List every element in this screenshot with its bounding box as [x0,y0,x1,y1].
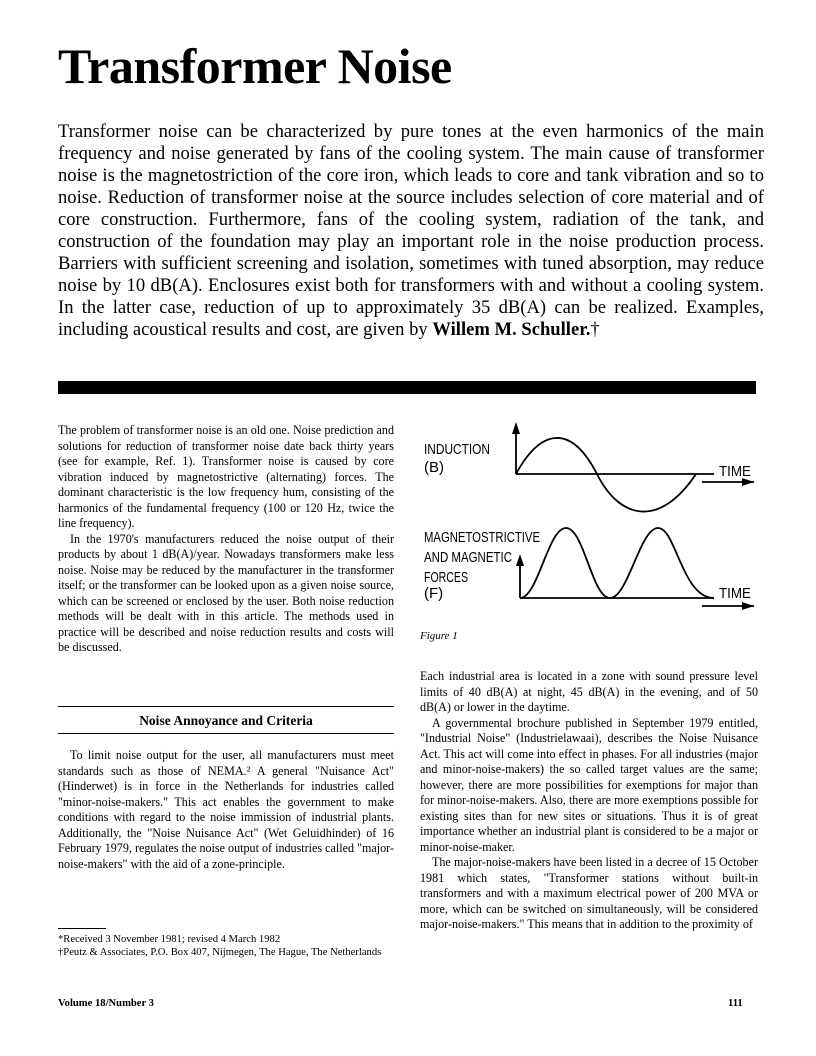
footnotes [58,933,394,959]
author-name: Willem M. Schuller. [432,319,591,340]
forces-label-line-2: AND MAGNETIC [424,549,513,566]
intro-text [58,423,394,656]
intro-paragraph-1: The problem of transformer noise is an old one. Noise prediction and solutions for reduction of transformer noise date back thirty years (see for example, Ref. 1). Transformer noise is caused by core vibration induced by magnetostrictive (alternating) forces. The dominant characteristic is the low frequency hum, consisting of the harmonics of the fundamental frequency (100 or 120 Hz, twice the line frequency). [58,423,394,530]
top-y-arrowhead [512,422,520,434]
right-paragraph-3: The major-noise-makers have been listed in a decree of 15 October 1981 which states, "Transformer stations without built-in transformers and with a maximum electrical power of 200 MVA or more, which can be switched on simultaneously, will be considered major-noise-makers." This means that in addition to the proximity of [420,855,758,931]
figure-1 [420,420,760,620]
right-column-text [420,669,758,933]
right-paragraph-2: A governmental brochure published in September 1979 entitled, "Industrial Noise" (Industrielawaai), describes the Noise Nuisance Act. This act will come into effect in phases. For all industries (major and minor-noise-makers) the so called target values are the same; however, there are more possibilities for exemptions for major than for minor-noise-makers. Also, there are more exemptions possible for existing sites than for new sites or situations. Thus it is of great importance whether an industrial plant is considered to be a major or minor-noise-maker. [420,715,758,854]
induction-label: INDUCTION [424,441,490,458]
top-time-label: TIME [719,463,751,480]
figure-waveforms [420,420,760,620]
bottom-time-arrowhead [742,602,754,610]
abstract-text: Transformer noise can be characterized by pure tones at the even harmonics of the main frequency and noise generated by fans of the cooling system. The main cause of transformer noise is the magnetostriction of the core iron, which leads to core and tank vibration and so to noise. Reduction of transformer noise at the source includes selection of core material and of core construction. Furthermore, fans of the cooling system, radiation of the tank, and construction of the foundation may play an important role in the noise production process. Barriers with sufficient screening and isolation, sometimes with tuned absorption, may reduce noise by 10 dB(A). Enclosures exist both for transformers with and without a cooling system. In the latter case, reduction of up to approximately 35 dB(A) can be realized. Examples, including acoustical results and cost, are given by [58,121,764,340]
forces-curve [520,528,714,598]
figure-caption: Figure 1 [420,630,458,642]
forces-label-line-3: FORCES [424,569,468,586]
footnote-affiliation: †Peutz & Associates, P.O. Box 407, Nijmegen, The Hague, The Netherlands [58,947,382,958]
header-divider [58,381,756,394]
induction-symbol-label: (B) [424,459,444,476]
article-title: Transformer Noise [58,38,452,94]
author-footnote-mark: † [590,319,600,340]
page-number: 111 [728,998,743,1009]
forces-symbol-label: (F) [424,585,444,602]
footnote-received: *Received 3 November 1981; revised 4 March 1982 [58,934,281,945]
abstract [58,121,764,341]
bottom-y-arrowhead [516,554,524,566]
right-paragraph-1: Each industrial area is located in a zone with sound pressure level limits of 40 dB(A) at night, 45 dB(A) in the evening, and of 50 dB(A) or lower in the daytime. [420,669,758,714]
footnote-rule [58,928,106,929]
section-heading: Noise Annoyance and Criteria [139,713,313,728]
intro-paragraph-2: In the 1970's manufacturers reduced the noise output of their products by about 1 dB(A)/year. Nowadays transformers make less noise. Noise may be reduced by the manufacturer in the transformer itself; or the transformer can be looked upon as a given noise source, which can be screened or enclosed by the user. Both noise reduction methods will be dealt with in this article. The methods used in practice will be described and noise reduction results and costs will be discussed. [58,531,394,654]
forces-label-line-1: MAGNETOSTRICTIVE [424,529,540,546]
journal-volume: Volume 18/Number 3 [58,998,154,1009]
section-rule-top [58,706,394,707]
section-paragraph-1: To limit noise output for the user, all manufacturers must meet standards such as those of NEMA.² A general "Nuisance Act" (Hinderwet) is in force in the Netherlands for industries called "minor-noise-makers." This act enables the government to make conditions with regard to the noise immission of industrial plants. Additionally, the "Noise Nuisance Act" (Wet Geluidhinder) of 16 February 1979, regulates the noise output of industries called "major-noise-makers" with the aid of a zone-principle. [58,748,394,871]
section-rule-bottom [58,733,394,734]
bottom-time-label: TIME [719,585,751,602]
section-text [58,748,394,872]
